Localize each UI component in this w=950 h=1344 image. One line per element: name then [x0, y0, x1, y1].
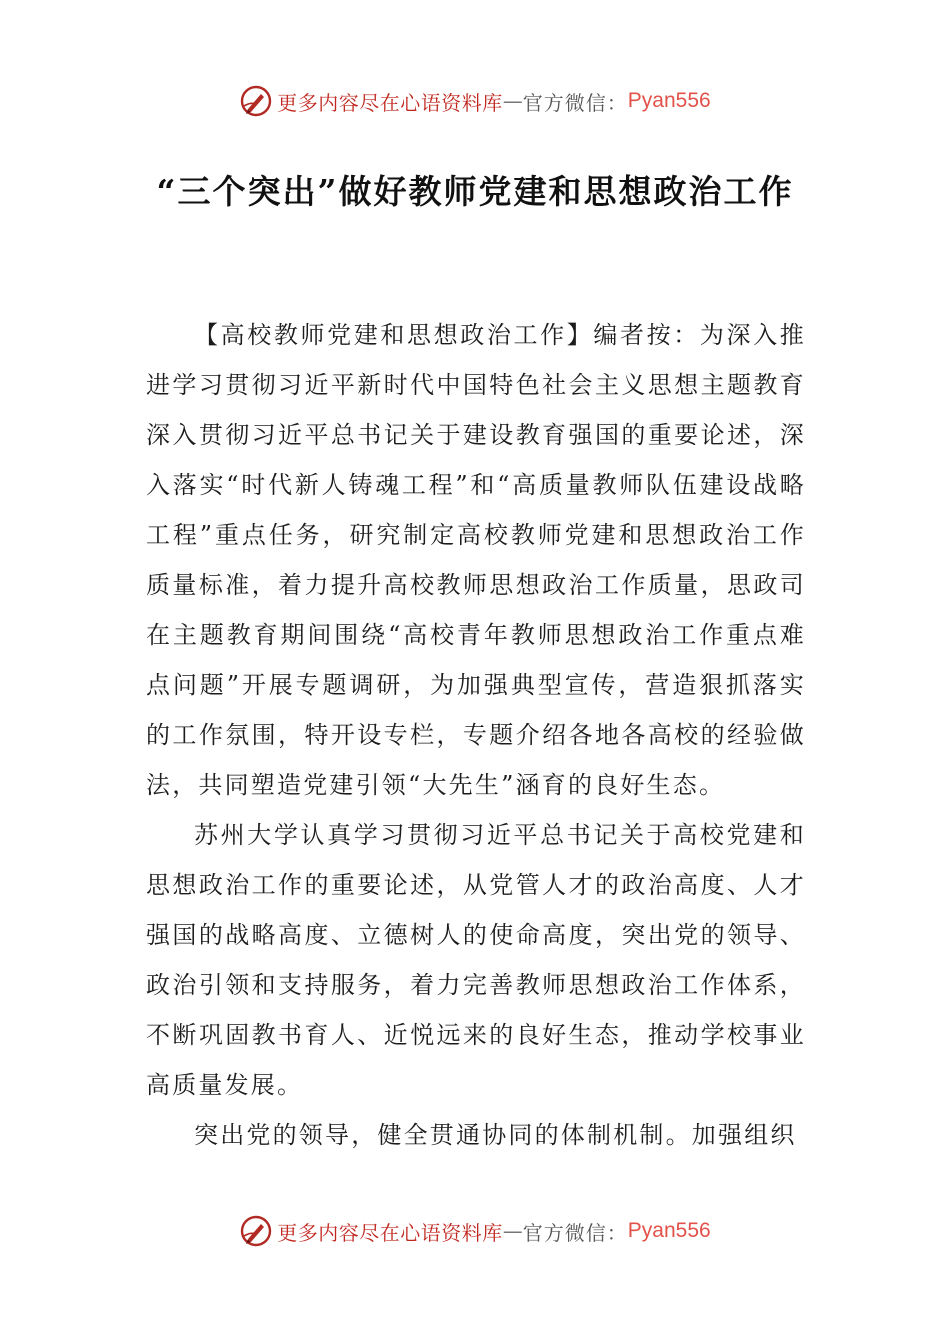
banner-official-label: 官方微信： [522, 1220, 628, 1245]
pen-logo-icon [239, 1214, 273, 1248]
banner-slogan: 更多内容尽在心语资料库 [277, 90, 503, 115]
banner-separator: — [502, 89, 523, 113]
banner-wechat-id: Pyan556 [627, 1219, 711, 1242]
banner-separator: — [502, 1219, 523, 1243]
pen-logo-icon [239, 84, 273, 118]
paragraph-intro: 苏州大学认真学习贯彻习近平总书记关于高校党建和思想政治工作的重要论述，从党管人才的政治高度、人才强国的战略高度、立德树人的使命高度，突出党的领导、政治引领和支持服务，着力完善教师思想政治工作体系，不断巩固教书育人、近悦远来的良好生态，推动学校事业高质量发展。 [146, 821, 806, 1099]
document-title: “三个突出”做好教师党建和思想政治工作 [156, 172, 794, 211]
header-banner [0, 78, 950, 124]
document-body [146, 310, 806, 1160]
paragraph-section-1: 突出党的领导，健全贯通协同的体制机制。加强组织 [194, 1121, 797, 1149]
banner-wechat-id: Pyan556 [627, 89, 711, 112]
footer-banner [0, 1208, 950, 1254]
paragraph-editor-note: 【高校教师党建和思想政治工作】编者按：为深入推进学习贯彻习近平新时代中国特色社会主义思想主题教育深入贯彻习近平总书记关于建设教育强国的重要论述，深入落实“时代新人铸魂工程”和“高质量教师队伍建设战略工程”重点任务，研究制定高校教师党建和思想政治工作质量标准，着力提升高校教师思想政治工作质量，思政司在主题教育期间围绕“高校青年教师思想政治工作重点难点问题”开展专题调研，为加强典型宣传，营造狠抓落实的工作氛围，特开设专栏，专题介绍各地各高校的经验做法，共同塑造党建引领“大先生”涵育的良好生态。 [146, 321, 806, 799]
banner-official-label: 官方微信： [522, 90, 628, 115]
banner-slogan: 更多内容尽在心语资料库 [277, 1220, 503, 1245]
